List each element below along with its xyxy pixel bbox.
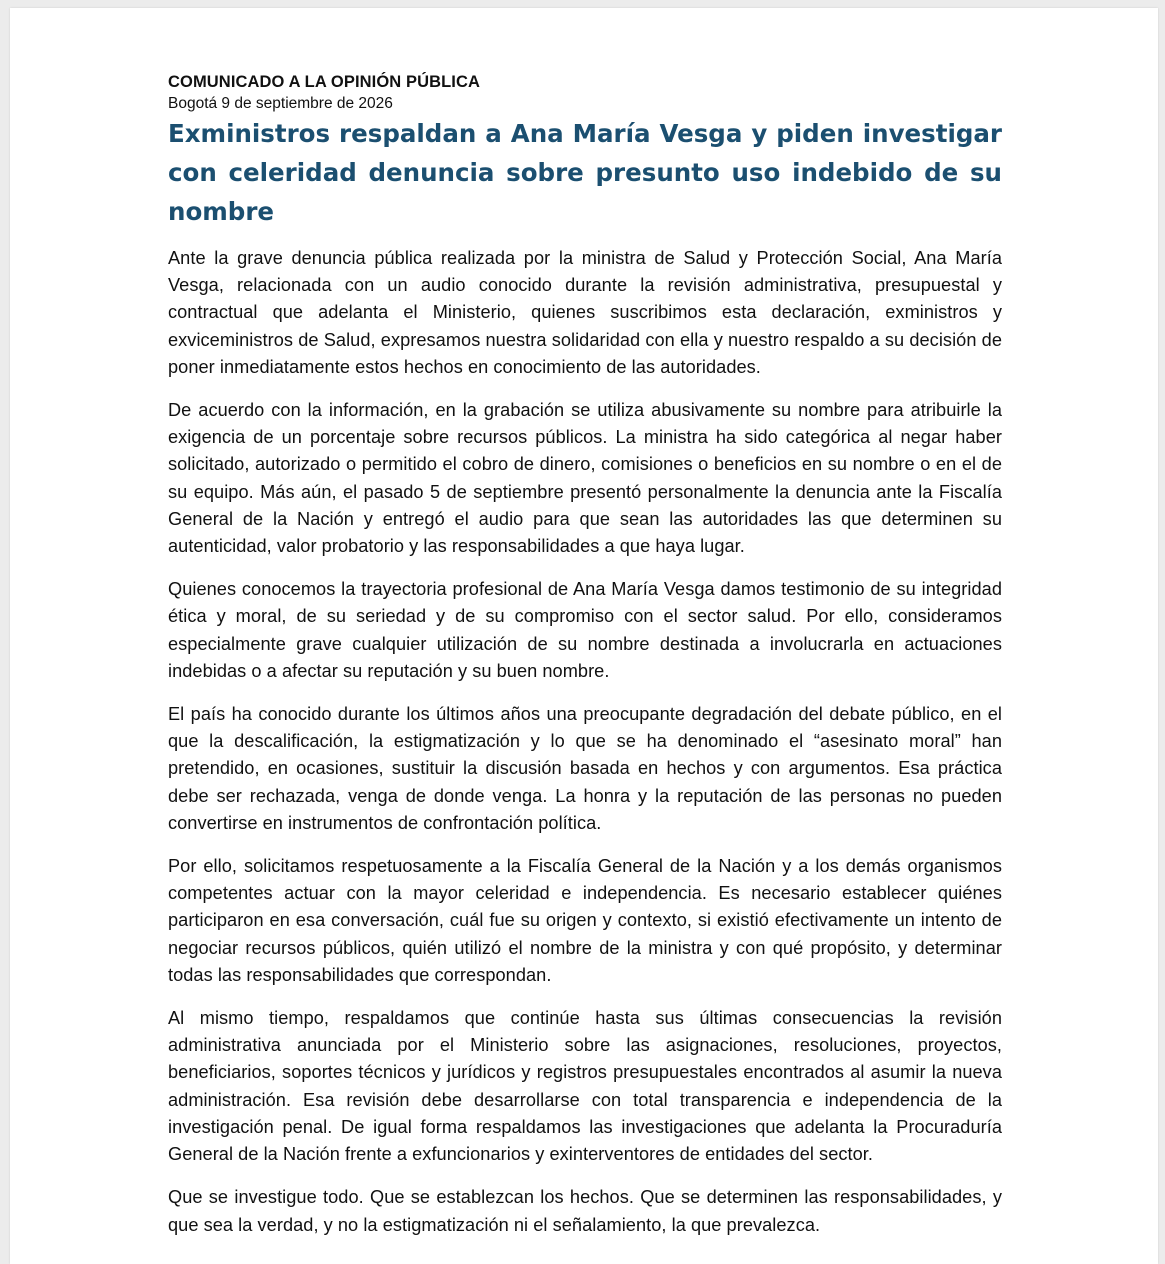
paragraph-1: Ante la grave denuncia pública realizada por la ministra de Salud y Protección Social, Ana María Vesga, relacionada con un audio conocido durante la revisión administrativa, presupuestal y contractual que adelanta el Ministerio, quienes suscribimos esta declaración, exministros y exviceministros de Salud, expresamos nuestra solidaridad con ella y nuestro respaldo a su decisión de poner inmediatamente estos hechos en conocimiento de las autoridades. — [168, 248, 1002, 377]
paragraph-4: El país ha conocido durante los últimos años una preocupante degradación del debate público, en el que la descalificación, la estigmatización y lo que se ha denominado el “asesinato moral” han pretendido, en ocasiones, sustituir la discusión basada en hechos y con argumentos. Esa práctica debe ser rechazada, venga de donde venga. La honra y la reputación de las personas no pueden convertirse en instrumentos de confrontación política. — [168, 704, 1002, 833]
paragraph-3: Quienes conocemos la trayectoria profesional de Ana María Vesga damos testimonio de su integridad ética y moral, de su seriedad y de su compromiso con el sector salud. Por ello, consideramos especialmente grave cualquier utilización de su nombre destinada a involucrarla en actuaciones indebidas o a afectar su reputación y su buen nombre. — [168, 579, 1002, 681]
paragraph-2: De acuerdo con la información, en la grabación se utiliza abusivamente su nombre para atribuirle la exigencia de un porcentaje sobre recursos públicos. La ministra ha sido categórica al negar haber solicitado, autorizado o permitido el cobro de dinero, comisiones o beneficios en su nombre o en el de su equipo. Más aún, el pasado 5 de septiembre presentó personalmente la denuncia ante la Fiscalía General de la Nación y entregó el audio para que sean las autoridades las que determinen su autenticidad, valor probatorio y las responsabilidades a que haya lugar. — [168, 400, 1002, 557]
document-page — [10, 8, 1158, 1264]
paragraph-5: Por ello, solicitamos respetuosamente a la Fiscalía General de la Nación y a los demás organismos competentes actuar con la mayor celeridad e independencia. Es necesario establecer quiénes participaron en esa conversación, cuál fue su origen y contexto, si existió efectivamente un intento de negociar recursos públicos, quién utilizó el nombre de la ministra y con qué propósito, y determinar todas las responsabilidades que correspondan. — [168, 856, 1002, 985]
document-body — [168, 245, 1002, 1239]
paragraph-7: Que se investigue todo. Que se establezcan los hechos. Que se determinen las responsabilidades, y que sea la verdad, y no la estigmatización ni el señalamiento, la que prevalezca. — [168, 1187, 1002, 1235]
document-content — [168, 70, 1002, 1255]
document-heading: COMUNICADO A LA OPINIÓN PÚBLICA — [168, 73, 481, 91]
paragraph-6: Al mismo tiempo, respaldamos que continúe hasta sus últimas consecuencias la revisión administrativa anunciada por el Ministerio sobre las asignaciones, resoluciones, proyectos, beneficiarios, soportes técnicos y jurídicos y registros presupuestales encontrados al asumir la nueva administración. Esa revisión debe desarrollarse con total transparencia e independencia de la investigación penal. De igual forma respaldamos las investigaciones que adelanta la Procuraduría General de la Nación frente a exfuncionarios y exinterventores de entidades del sector. — [168, 1008, 1002, 1165]
document-title: Exministros respaldan a Ana María Vesga y piden investigar con celeridad denuncia sobre presunto uso indebido de su nombre — [168, 119, 1002, 226]
document-date: Bogotá 9 de septiembre de 2026 — [168, 95, 393, 112]
